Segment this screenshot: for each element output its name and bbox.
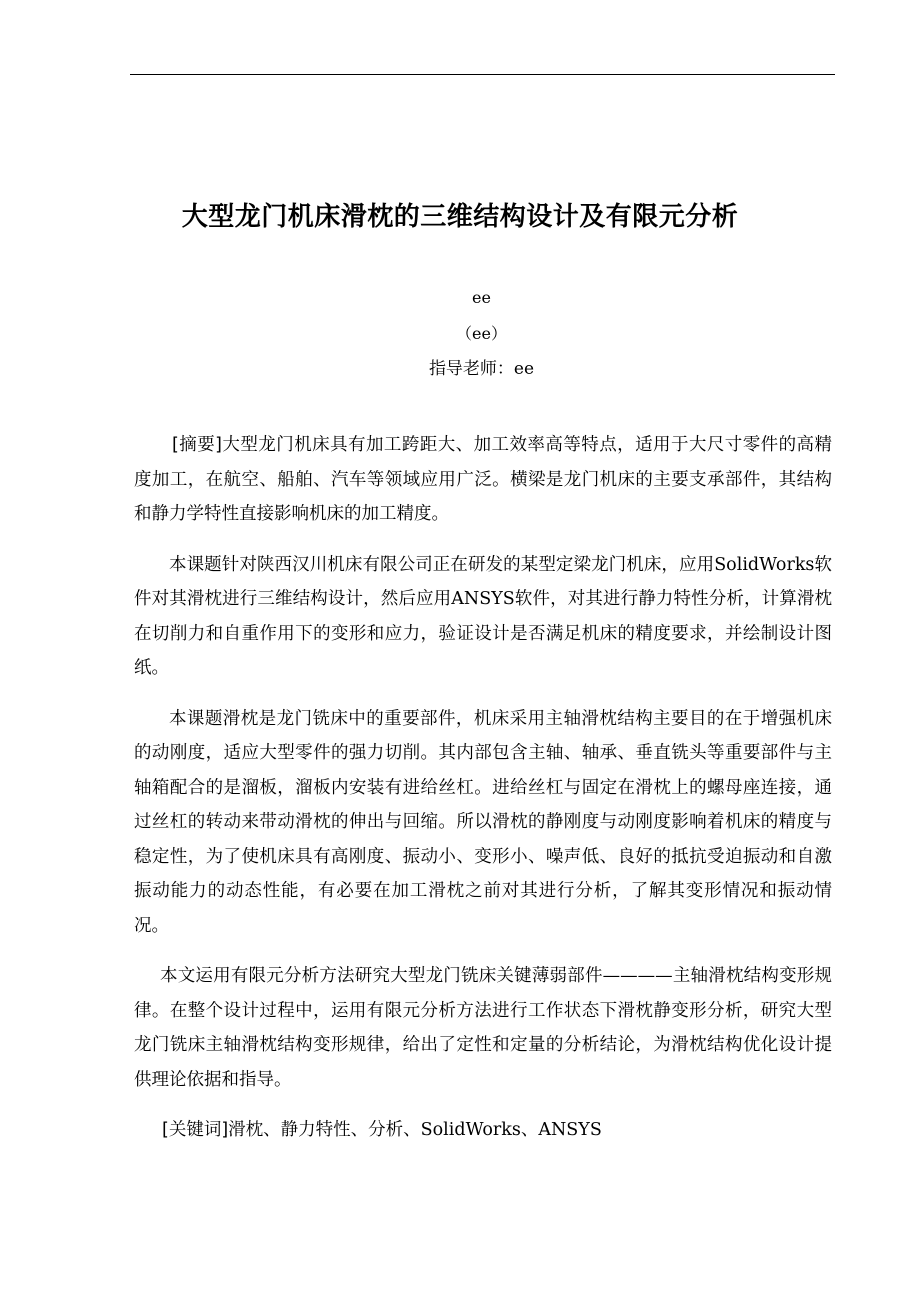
paper-title: 大型龙门机床滑枕的三维结构设计及有限元分析 <box>181 202 739 232</box>
abstract-paragraph <box>134 428 832 532</box>
advisor-line: 指导老师：ee <box>428 359 535 379</box>
header-rule <box>130 74 835 75</box>
keywords-text: 滑枕、静力特性、分析、SolidWorks、ANSYS <box>228 1120 602 1140</box>
keywords-line <box>134 1113 832 1148</box>
keywords-label: [关键词] <box>162 1120 229 1140</box>
paper-body <box>134 428 832 1148</box>
body-paragraph-2: 本课题滑枕是龙门铣床中的重要部件，机床采用主轴滑枕结构主要目的在于增强机床的动刚度，适应大型零件的强力切削。其内部包含主轴、轴承、垂直铣头等重要部件与主轴箱配合的是溜板，溜板内安装有进给丝杠。进给丝杠与固定在滑枕上的螺母座连接，通过丝杠的转动来带动滑枕的伸出与回缩。所以滑枕的静刚度与动刚度影响着机床的精度与稳定性，为了使机床具有高刚度、振动小、变形小、噪声低、良好的抵抗受迫振动和自激振动能力的动态性能，有必要在加工滑枕之前对其进行分析，了解其变形情况和振动情况。 <box>134 708 832 936</box>
author-name: ee <box>472 288 491 307</box>
author-affiliation: （ee） <box>456 324 507 343</box>
body-paragraph-3: 本文运用有限元分析方法研究大型龙门铣床关键薄弱部件————主轴滑枕结构变形规律。在整个设计过程中，运用有限元分析方法进行工作状态下滑枕静变形分析，研究大型龙门铣床主轴滑枕结构变形规律，给出了定性和定量的分析结论，为滑枕结构优化设计提供理论依据和指导。 <box>134 966 832 1090</box>
body-paragraph-1: 本课题针对陕西汉川机床有限公司正在研发的某型定梁龙门机床，应用SolidWorks软件对其滑枕进行三维结构设计，然后应用ANSYS软件，对其进行静力特性分析，计算滑枕在切削力和自重作用下的变形和应力，验证设计是否满足机床的精度要求，并绘制设计图纸。 <box>134 554 832 678</box>
abstract-text: 大型龙门机床具有加工跨距大、加工效率高等特点，适用于大尺寸零件的高精度加工，在航空、船舶、汽车等领域应用广泛。横梁是龙门机床的主要支承部件，其结构和静力学特性直接影响机床的加工精度。 <box>134 435 833 524</box>
abstract-label: [摘要] <box>172 435 222 455</box>
